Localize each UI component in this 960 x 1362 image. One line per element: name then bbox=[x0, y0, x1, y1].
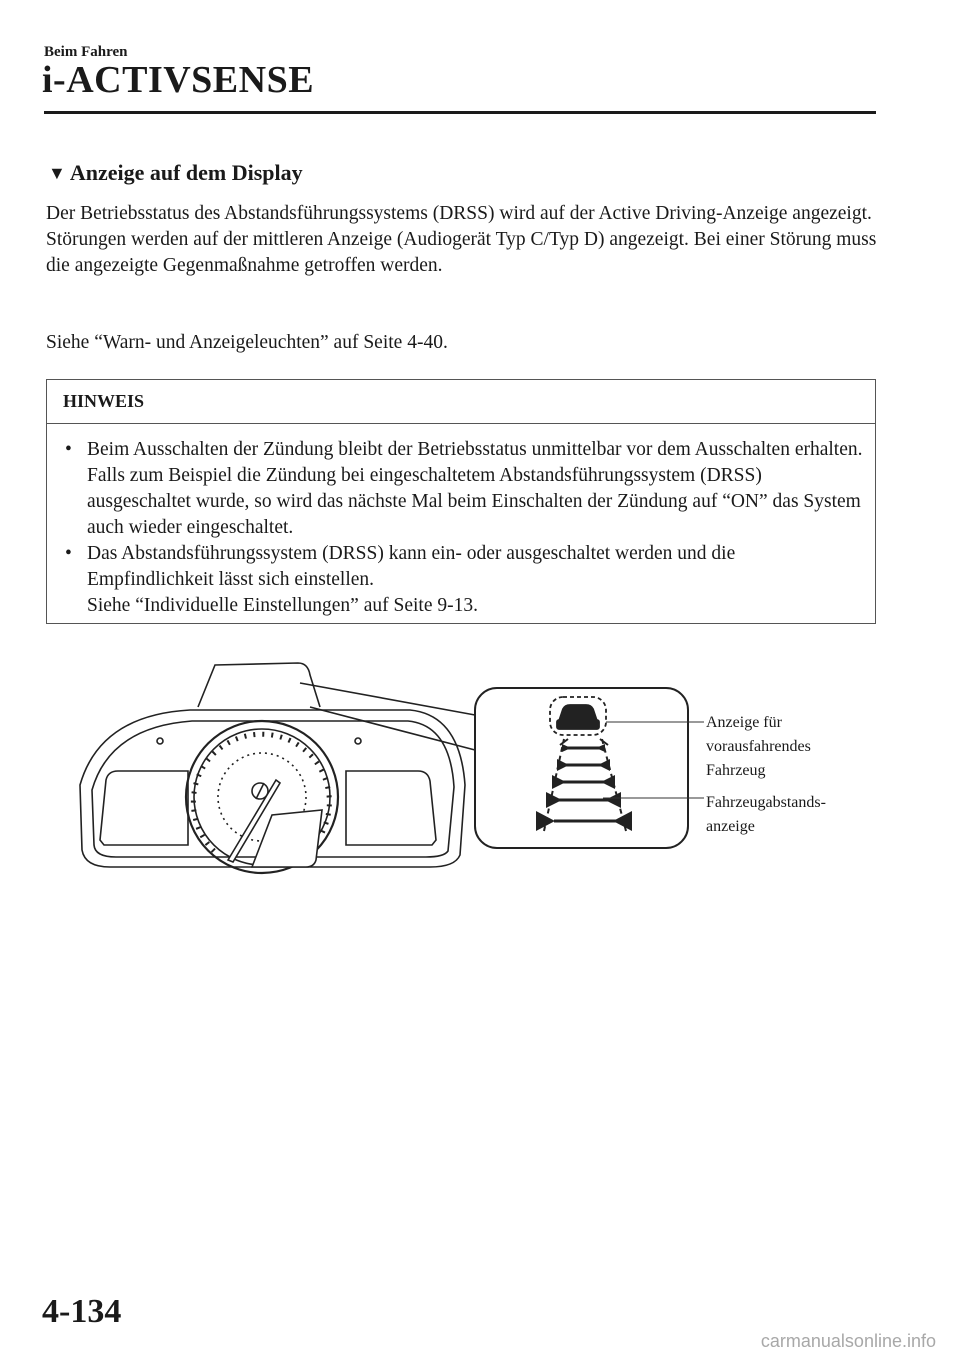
paragraph: Der Betriebsstatus des Abstandsführungssystems (DRSS) wird auf der Active Driving-Anzeige angezeigt. bbox=[46, 203, 872, 224]
section-heading-text: Anzeige auf dem Display bbox=[69, 160, 303, 185]
watermark: carmanualsonline.info bbox=[760, 1331, 936, 1351]
header-divider bbox=[44, 111, 876, 114]
center-display-panel bbox=[252, 810, 322, 867]
note-item bbox=[47, 437, 875, 541]
section-heading bbox=[48, 160, 303, 186]
callout-line: Fahrzeugabstands- bbox=[706, 794, 826, 811]
triangle-down-icon: ▼ bbox=[48, 162, 66, 183]
callout-line: vorausfahrendes bbox=[706, 738, 811, 755]
chapter-title: i-ACTIVSENSE bbox=[42, 59, 315, 101]
note-title: HINWEIS bbox=[47, 380, 875, 424]
bullet: • bbox=[65, 543, 72, 564]
section-label: Beim Fahren bbox=[44, 44, 128, 60]
note-item-text: Beim Ausschalten der Zündung bleibt der Betriebsstatus unmittelbar vor dem Ausschalten erhalten. Falls zum Beispiel die Zündung bei eingeschaltetem Abstandsführungssystem (DRSS) ausgeschaltet wurde, so wird das nächste Mal beim Einschalten der Zündung auf “ON” das System auch wieder eingeschaltet. bbox=[87, 439, 863, 538]
callout-line: anzeige bbox=[706, 818, 755, 835]
note-item-text: Siehe “Individuelle Einstellungen” auf Seite 9-13. bbox=[87, 595, 478, 616]
note-item-text: Das Abstandsführungssystem (DRSS) kann ein- oder ausgeschaltet werden und die Empfindlichkeit lässt sich einstellen. bbox=[87, 543, 736, 590]
active-driving-display-hood bbox=[198, 663, 320, 707]
bullet: • bbox=[65, 439, 72, 460]
note-item bbox=[47, 541, 875, 619]
callout-distance-display bbox=[706, 791, 826, 839]
paragraph: Siehe “Warn- und Anzeigeleuchten” auf Seite 4-40. bbox=[46, 332, 448, 353]
callout-line: Fahrzeug bbox=[706, 762, 766, 779]
callout-line: Anzeige für bbox=[706, 714, 782, 731]
paragraph: Störungen werden auf der mittleren Anzeige (Audiogerät Typ C/Typ D) angezeigt. Bei einer Störung muss die angezeigte Gegenmaßnahme getroffen werden. bbox=[46, 229, 877, 276]
note-box bbox=[46, 379, 876, 624]
page-number: 4-134 bbox=[42, 1293, 122, 1330]
callout-lead-vehicle bbox=[706, 711, 811, 783]
note-list bbox=[47, 424, 875, 619]
paragraph-block bbox=[46, 201, 886, 279]
